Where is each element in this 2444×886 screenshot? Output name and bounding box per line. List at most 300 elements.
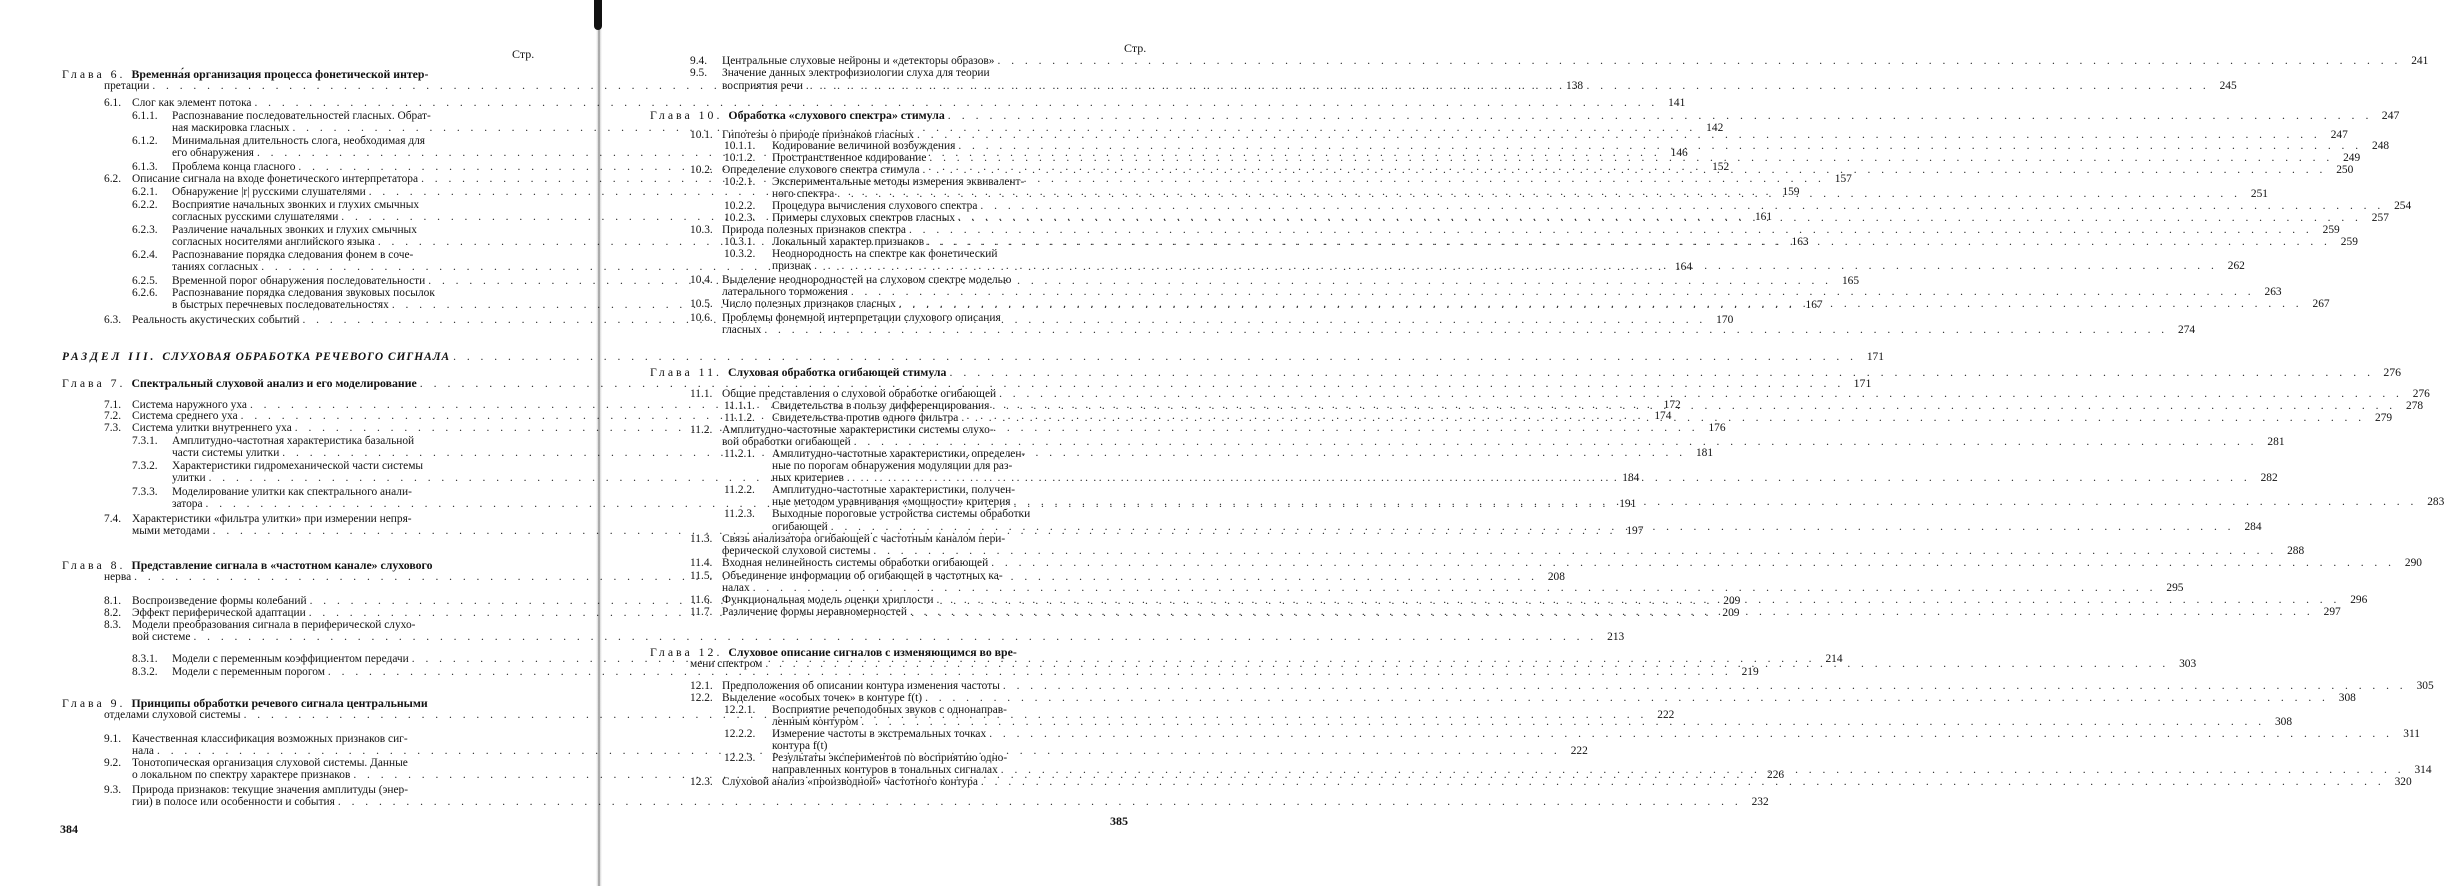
page-reference: 281 [2267, 436, 2285, 448]
toc-subsection [132, 435, 542, 447]
toc-subsection [724, 140, 2390, 152]
section-number: 10.5. [690, 298, 713, 310]
page-reference: 161 [1754, 211, 1773, 223]
page-reference: 311 [2403, 728, 2420, 740]
entry-title: Различение начальных звонких и глухих смычных [172, 224, 417, 236]
section-number: 10.3.1. [724, 236, 756, 248]
dot-leader [948, 109, 2373, 121]
page-number: 385 [1110, 814, 1128, 828]
entry-title: Слуховое описание сигналов с изменяющимся во вре- [728, 645, 1017, 659]
page-reference: 226 [1767, 769, 1785, 781]
entry-title: Амплитудно-частотная характеристика базальной [172, 435, 415, 447]
toc-continuation [722, 582, 2184, 594]
section-number: 11.4. [690, 557, 713, 569]
section-number: 8.1. [104, 595, 122, 607]
entry-title: ленным контуром [772, 716, 859, 728]
section-number: 12.1. [690, 680, 713, 692]
page-reference: 172 [1663, 399, 1681, 411]
section-number: 6.2.2. [132, 199, 158, 211]
entry-title: части системы улитки [172, 447, 280, 459]
dot-leader [854, 436, 2258, 448]
entry-title: Слуховая обработка огибающей стимула [727, 365, 947, 379]
section-number: 11.2.2. [724, 484, 755, 496]
toc-continuation [722, 324, 2196, 336]
page-reference: 197 [1626, 525, 1644, 537]
chapter-heading [650, 365, 2402, 379]
dot-leader [949, 366, 2374, 378]
entry-title: Значение данных электрофизиологии слуха для теории [722, 67, 990, 79]
section-number: 11.2.1. [724, 448, 755, 460]
page-reference: 295 [2166, 582, 2184, 594]
toc-continuation [722, 545, 2305, 557]
entry-title: Обнаружение |r| русскими слушателями [172, 186, 366, 198]
entry-title: Временна́я организация процесса фонетической интер- [131, 67, 429, 81]
toc-subsection [132, 666, 1759, 678]
page-reference: 274 [2178, 324, 2196, 336]
section-number: 7.3.3. [132, 486, 158, 498]
section-number: 12.2. [690, 692, 713, 704]
entry-title: Модели с переменным коэффициентом передачи [172, 653, 409, 665]
entry-title: Моделирование улитки как спектрального анали- [172, 486, 412, 498]
entry-title: вой обработки огибающей [722, 436, 851, 448]
section-number: 6.1.2. [132, 135, 158, 147]
page-reference: 157 [1834, 173, 1852, 185]
toc-section [104, 733, 542, 745]
entry-title: Принципы обработки речевого сигнала центральными [131, 696, 428, 710]
entry-title: Предположения об описании контура изменения частоты [722, 680, 1000, 692]
entry-title: ферической слуховой системы [722, 545, 871, 557]
toc-subsection [724, 484, 1128, 496]
entry-title: Процедура вычисления слухового спектра [772, 200, 978, 212]
page-reference: 259 [2340, 236, 2358, 248]
chapter-heading [62, 376, 1872, 390]
toc-section [104, 619, 542, 631]
entry-title: Измерение частоты в экстремальных точках [772, 728, 987, 740]
entry-title: Локальный характер признаков [772, 236, 925, 248]
section-number: 8.3.1. [132, 653, 158, 665]
section-number: 9.3. [104, 784, 122, 796]
page-reference: 251 [2250, 188, 2268, 200]
page-reference: 219 [1741, 666, 1759, 678]
toc-section [104, 757, 542, 769]
page-reference: 165 [1841, 275, 1860, 287]
section-number: 10.2. [690, 164, 713, 176]
dot-leader [999, 388, 2403, 400]
section-number: 11.7. [690, 606, 713, 618]
entry-title: гласных [722, 324, 762, 336]
toc-section [690, 680, 2434, 692]
page-reference: 254 [2394, 200, 2412, 212]
page-reference: 146 [1670, 147, 1688, 159]
dot-leader [847, 472, 2251, 484]
chapter-label: Глава 8. [62, 558, 126, 572]
toc-subsection [132, 287, 542, 299]
page-reference: 305 [2416, 680, 2434, 692]
entry-title: Общие представления о слуховой обработке огибающей [722, 388, 997, 400]
section-number: 8.3.2. [132, 666, 158, 678]
page-reference: 245 [2219, 80, 2237, 92]
section-number: 7.2. [104, 410, 122, 422]
toc-section [104, 784, 542, 796]
dot-leader [765, 658, 2169, 670]
toc-subsection [132, 460, 542, 472]
entry-title: мени спектром [690, 658, 763, 670]
toc-section [690, 67, 1128, 79]
entry-title: согласных русскими слушателями [172, 211, 339, 223]
section-number: 11.6. [690, 594, 713, 606]
page-reference: 278 [2406, 400, 2424, 412]
section-number: 11.3. [690, 533, 713, 545]
chapter-heading [650, 646, 1128, 658]
entry-title: нерва [104, 571, 132, 583]
section-number: 6.1.3. [132, 161, 158, 173]
entry-title: Спектральный слуховой анализ и его моделирование [131, 376, 417, 390]
toc-continuation [722, 436, 2285, 448]
dot-leader [814, 260, 2218, 272]
entry-title: Проблема конца гласного [172, 161, 296, 173]
section-number: 10.6. [690, 312, 713, 324]
page-reference: 222 [1570, 745, 1588, 757]
section-number: 9.1. [104, 733, 122, 745]
toc-section [690, 274, 1128, 286]
entry-title: Распознавание порядка следования фонем в соче- [172, 249, 414, 261]
entry-title: Описание сигнала на входе фонетического интерпретатора [132, 173, 419, 185]
entry-title: Связь анализатора огибающей с частотным каналом пери- [722, 533, 1006, 545]
section-number: 8.3. [104, 619, 122, 631]
dot-leader [989, 728, 2393, 740]
section-number: 11.2. [690, 424, 713, 436]
entry-title: Временной порог обнаружения последовательности [172, 275, 426, 287]
section-number: 6.2.3. [132, 224, 158, 236]
page-reference: 171 [1853, 376, 1872, 390]
dot-leader [981, 776, 2385, 788]
toc-section [690, 570, 1128, 582]
section-number: 11.5. [690, 570, 713, 582]
chapter-heading [62, 697, 542, 709]
chapter-heading [650, 108, 2400, 122]
section-number: 6.2. [104, 173, 122, 185]
dot-leader [861, 716, 2265, 728]
entry-title: Пространственное кодирование [772, 152, 927, 164]
dot-leader [1014, 496, 2418, 508]
page-reference: 141 [1668, 97, 1686, 109]
section-number: 6.3. [104, 314, 122, 326]
entry-title: налах [722, 582, 750, 594]
section-number: 11.1. [690, 388, 713, 400]
section-number: 7.3. [104, 422, 122, 434]
toc-subsection [132, 249, 542, 261]
page-reference: 241 [2411, 55, 2429, 67]
page-reference: 209 [1722, 607, 1740, 619]
entry-title: Восприятие начальных звонких и глухих смычных [172, 199, 420, 211]
entry-title: Выделение «особых точек» в контуре f(t) [722, 692, 923, 704]
page-reference: 257 [2371, 212, 2389, 224]
page-reference: 181 [1695, 447, 1714, 459]
page-reference: 303 [2179, 658, 2197, 670]
toc-section [690, 776, 2412, 788]
entry-title: Амплитудно-частотные характеристики, определен- [772, 448, 1026, 460]
entry-title: ные методом уравнивания «мощности» критерия [772, 496, 1011, 508]
toc-section [690, 533, 1128, 545]
entry-title: Качественная классификация возможных признаков сиг- [132, 733, 408, 745]
page-reference: 314 [2414, 764, 2432, 776]
entry-title: Определение слухового спектра стимула [722, 164, 920, 176]
entry-title: ных критериев [772, 472, 844, 484]
entry-title: Модели преобразования сигнала в периферической слухо- [132, 619, 416, 631]
page-reference: 159 [1782, 186, 1800, 198]
chapter-label: Глава 9. [62, 696, 126, 710]
dot-leader [899, 298, 2303, 310]
entry-title: Результаты экспериментов по восприятию одно- [772, 752, 1008, 764]
entry-title: Гипотезы о природе признаков гласных [722, 129, 914, 141]
section-number: 10.2.1. [724, 176, 756, 188]
section-number: 11.1.2. [724, 412, 755, 424]
entry-title: гии) в полосе или особенности и события [132, 796, 335, 808]
dot-leader [992, 400, 2396, 412]
entry-title: мыми методами [132, 525, 210, 537]
dot-leader [910, 606, 2314, 618]
page-reference: 214 [1825, 653, 1843, 665]
chapter-label: Глава 10. [650, 108, 723, 122]
page-reference: 262 [2227, 260, 2245, 272]
dot-leader [961, 412, 2365, 424]
section-number: 8.2. [104, 607, 122, 619]
section-number: 11.2.3. [724, 508, 755, 520]
dot-leader [927, 236, 2331, 248]
page-reference: 320 [2394, 776, 2412, 788]
entry-title: в быстрых перечневых последовательностях [172, 299, 389, 311]
dot-leader [923, 164, 2327, 176]
toc-section [104, 513, 542, 525]
entry-title: Неоднородность на спектре как фонетический [772, 248, 998, 260]
page-reference: 247 [2381, 108, 2400, 122]
entry-title: Система среднего уха [132, 410, 238, 422]
entry-title: претации [104, 80, 150, 92]
section-number: 12.3. [690, 776, 713, 788]
entry-title: согласных носителями английского языка [172, 236, 375, 248]
dot-leader [1003, 680, 2407, 692]
entry-title: Природа признаков: текущие значения амплитуды (энер- [132, 784, 409, 796]
entry-title: Свидетельства против одного фильтра [772, 412, 959, 424]
page-reference: 170 [1716, 314, 1734, 326]
page-reference: 250 [2336, 164, 2354, 176]
entry-title: улитки [172, 472, 206, 484]
section-number: 10.1.2. [724, 152, 756, 164]
page-reference: 282 [2260, 472, 2278, 484]
entry-title: Центральные слуховые нейроны и «детекторы образов» [722, 55, 995, 67]
entry-title: признак [772, 260, 812, 272]
entry-title: Тонотопическая организация слуховой системы. Данные [132, 757, 408, 769]
toc-subsection [724, 200, 2412, 212]
dot-leader [1001, 764, 2405, 776]
entry-title: огибающей [772, 521, 828, 533]
entry-title: затора [172, 498, 203, 510]
entry-title: Проблемы фонемной интерпретации слухового описания [722, 312, 1001, 324]
chapter-heading [62, 559, 542, 571]
page-reference: 259 [2322, 224, 2340, 236]
toc-section [690, 55, 2429, 67]
entry-title: контура f(t) [772, 740, 828, 752]
section-number: 7.1. [104, 399, 122, 411]
part-label: РАЗДЕЛ III. [62, 351, 157, 363]
entry-title: Представление сигнала в «частотном канале» слухового [131, 558, 433, 572]
chapter-label: Глава 11. [650, 365, 722, 379]
toc-section [690, 692, 2356, 704]
section-number: 10.2.2. [724, 200, 756, 212]
page-reference: 283 [2427, 496, 2444, 508]
toc-section [690, 224, 2340, 236]
toc-subsection [724, 752, 1128, 764]
toc-subsection [132, 135, 542, 147]
toc-section [690, 557, 2422, 569]
page-column-header: Стр. [1124, 41, 1147, 55]
page-reference: 138 [1566, 80, 1584, 92]
page-reference: 296 [2350, 594, 2368, 606]
dot-leader [925, 692, 2329, 704]
section-number: 6.1.1. [132, 110, 158, 122]
page-reference: 284 [2244, 521, 2262, 533]
entry-title: Минимальная длительность слога, необходимая для [172, 135, 426, 147]
entry-title: Различение формы неравномерностей [722, 606, 907, 618]
page-reference: 267 [2312, 298, 2330, 310]
page-reference: 297 [2323, 606, 2341, 618]
part-heading [62, 351, 1884, 363]
section-number: 10.1. [690, 129, 713, 141]
section-number: 6.2.1. [132, 186, 158, 198]
section-number: 9.5. [690, 67, 708, 79]
entry-title: Объединение информации об огибающей в частотных ка- [722, 570, 1003, 582]
page-reference: 209 [1723, 595, 1741, 607]
section-number: 7.4. [104, 513, 122, 525]
entry-title: СЛУХОВАЯ ОБРАБОТКА РЕЧЕВОГО СИГНАЛА [162, 351, 451, 363]
section-number: 10.3. [690, 224, 713, 236]
entry-title: Характеристики гидромеханической части системы [172, 460, 424, 472]
page-reference: 171 [1866, 351, 1884, 363]
section-number: 12.2.2. [724, 728, 756, 740]
entry-title: Эффект периферической адаптации [132, 607, 306, 619]
toc-subsection [724, 728, 2420, 740]
entry-title: Кодирование величиной возбуждения [772, 140, 956, 152]
entry-title: Распознавание последовательностей гласных. Обрат- [172, 110, 431, 122]
section-number: 9.2. [104, 757, 122, 769]
entry-title: таниях согласных [172, 261, 259, 273]
page-reference: 249 [2343, 152, 2361, 164]
dot-leader [998, 55, 2402, 67]
page-reference: 276 [2383, 365, 2402, 379]
toc-subsection [724, 448, 1128, 460]
toc-subsection [724, 248, 1128, 260]
entry-title: вой системе [132, 631, 191, 643]
toc-subsection [132, 224, 542, 236]
dot-leader [909, 224, 2313, 236]
entry-title: Воспроизведение формы колебаний [132, 595, 307, 607]
dot-leader [753, 582, 2157, 594]
page-reference: 208 [1547, 571, 1565, 583]
entry-title: о локальном по спектру характере признаков [132, 769, 351, 781]
chapter-heading [62, 68, 542, 80]
page-reference: 288 [2287, 545, 2305, 557]
section-number: 11.1.1. [724, 400, 755, 412]
chapter-label: Глава 12. [650, 645, 723, 659]
chapter-label: Глава 6. [62, 67, 126, 81]
entry-title: Система наружного уха [132, 399, 247, 411]
dot-leader [831, 521, 2235, 533]
entry-title: его обнаружения [172, 147, 254, 159]
entry-title: Обработка «слухового спектра» стимула [728, 108, 945, 122]
toc-subsection [132, 486, 542, 498]
entry-title: отделами слуховой системы [104, 709, 241, 721]
toc-section [690, 424, 1128, 436]
section-number: 12.2.3. [724, 752, 756, 764]
entry-title: латерального торможения [722, 286, 848, 298]
page-reference: 184 [1622, 472, 1640, 484]
entry-title: ная маскировка гласных [172, 122, 290, 134]
dot-leader [980, 200, 2384, 212]
entry-title: Амплитудно-частотные характеристики, получен- [772, 484, 1016, 496]
toc-subsection [724, 508, 1128, 520]
entry-title: Природа полезных признаков спектра [722, 224, 906, 236]
entry-title: ные по порогам обнаружения модуляции для раз- [772, 460, 1013, 472]
toc-section [104, 97, 1686, 109]
section-number: 7.3.2. [132, 460, 158, 472]
page-reference: 308 [2274, 716, 2293, 728]
dot-leader [929, 152, 2333, 164]
page-reference: 213 [1607, 631, 1625, 643]
page-reference: 263 [2264, 286, 2282, 298]
dot-leader [873, 545, 2277, 557]
section-number: 10.3.2. [724, 248, 756, 260]
entry-title: Модели с переменным порогом [172, 666, 325, 678]
section-number: 6.2.6. [132, 287, 158, 299]
section-number: 7.3.1. [132, 435, 158, 447]
dot-leader [851, 286, 2255, 298]
toc-subsection [724, 704, 1128, 716]
entry-title: Входная нелинейность системы обработки огибающей [722, 557, 989, 569]
page-reference: 222 [1657, 709, 1675, 721]
toc-continuation [772, 740, 1128, 752]
dot-leader [958, 140, 2362, 152]
entry-title: Выделение неоднородностей на слуховом спектре моделью [722, 274, 1012, 286]
section-number: 10.2.3. [724, 212, 756, 224]
section-number: 12.2.1. [724, 704, 756, 716]
dot-leader [764, 324, 2168, 336]
section-number: 10.1.1. [724, 140, 756, 152]
entry-title: Экспериментальные методы измерения эквивалент- [772, 176, 1025, 188]
page-reference: 279 [2375, 412, 2393, 424]
dot-leader [937, 594, 2341, 606]
entry-title: Функциональная модель оценки хриплости [722, 594, 934, 606]
entry-title: Амплитудно-частотные характеристики системы слухо- [722, 424, 994, 436]
page-reference: 248 [2372, 140, 2390, 152]
section-number: 9.4. [690, 55, 708, 67]
page-reference: 152 [1712, 161, 1730, 173]
entry-title: нала [132, 745, 154, 757]
dot-leader [958, 212, 2362, 224]
dot-leader [837, 188, 2241, 200]
entry-title: Выходные пороговые устройства системы обработки [772, 508, 1031, 520]
toc-continuation [772, 716, 2293, 728]
page-reference: 247 [2330, 129, 2348, 141]
section-number: 6.2.4. [132, 249, 158, 261]
entry-title: Восприятие речеподобных звуков с однонаправ- [772, 704, 1007, 716]
entry-title: Слог как элемент потока [132, 97, 252, 109]
toc-subsection [724, 176, 1128, 188]
entry-title: Число полезных признаков гласных [722, 298, 896, 310]
page-reference: 308 [2338, 692, 2356, 704]
chapter-label: Глава 7. [62, 376, 126, 390]
entry-title: восприятия речи [722, 80, 803, 92]
toc-continuation [772, 460, 1128, 472]
